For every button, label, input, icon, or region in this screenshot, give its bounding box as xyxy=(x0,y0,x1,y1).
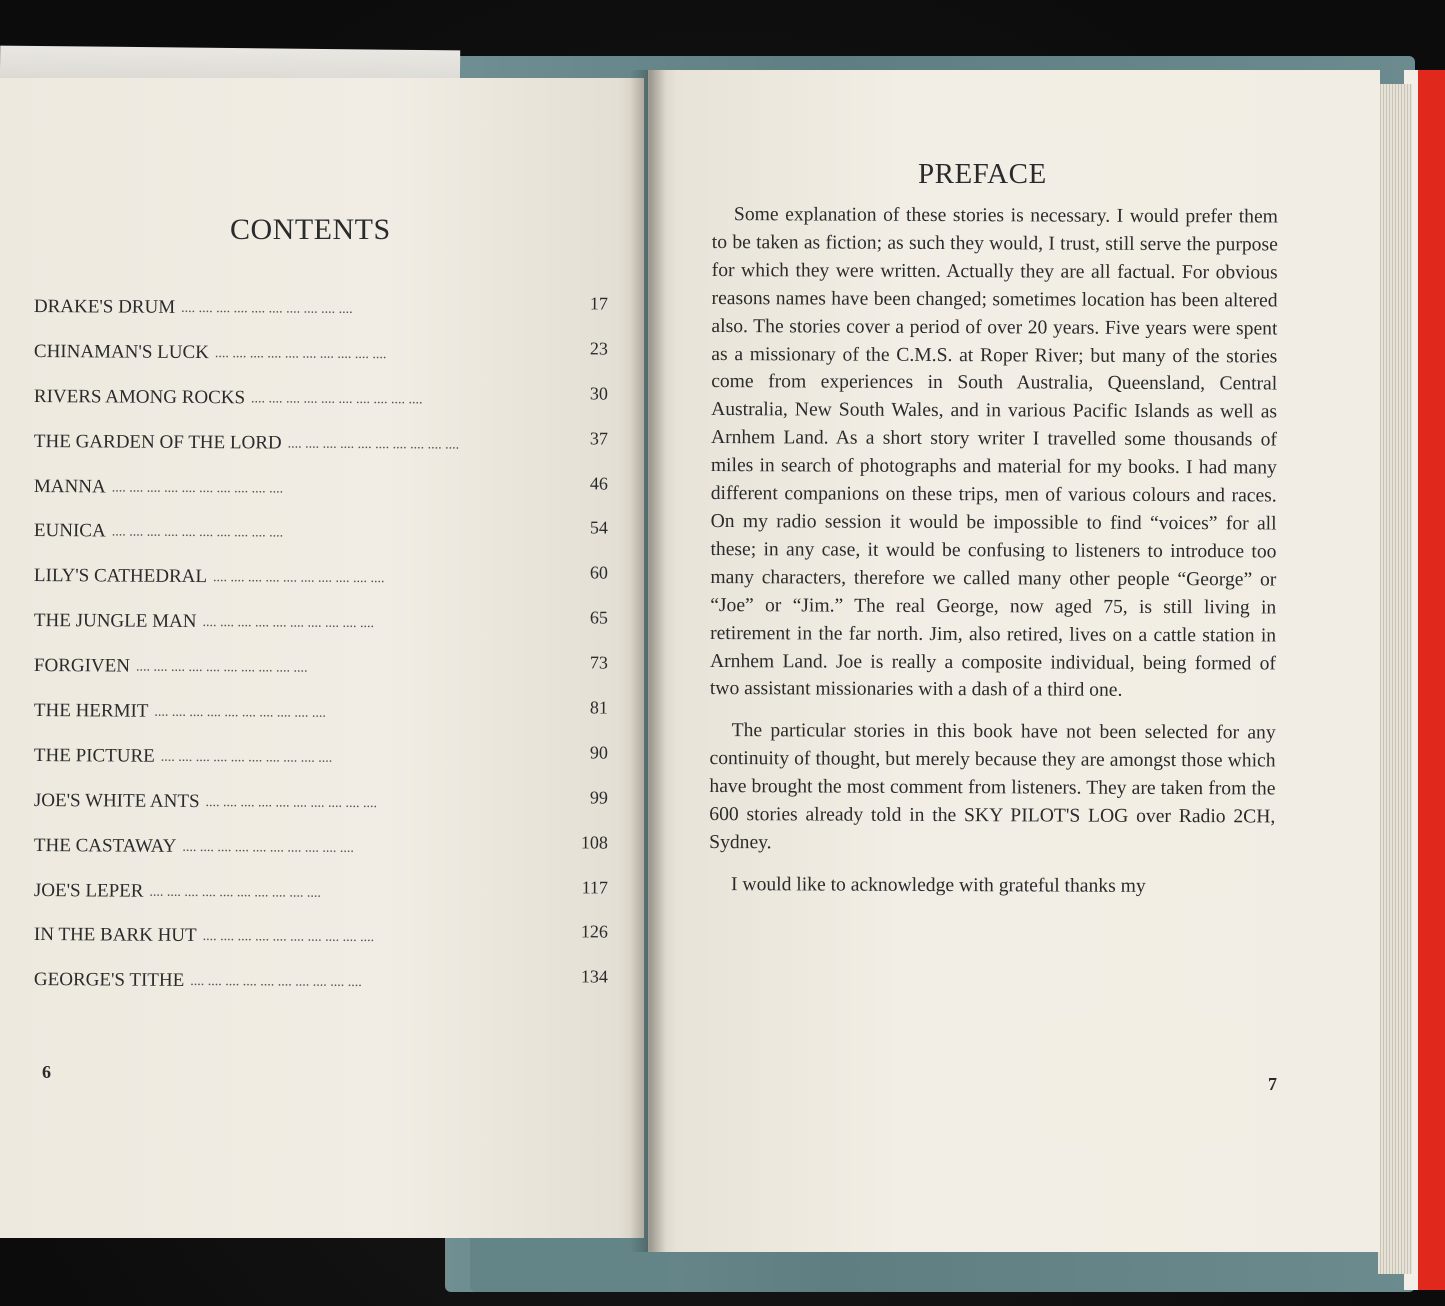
toc-entry-title: DRAKE'S DRUM xyxy=(33,296,176,318)
toc-entry xyxy=(33,832,609,883)
toc-entry-page: 60 xyxy=(589,562,609,583)
toc-entry-page: 65 xyxy=(589,607,609,628)
toc-entry-page: 90 xyxy=(589,742,609,763)
toc-entry-title: THE CASTAWAY xyxy=(33,834,177,857)
toc-entry-page: 99 xyxy=(589,787,609,808)
toc-entry-title: THE GARDEN OF THE LORD xyxy=(33,430,282,454)
toc-leader: .... .... .... .... .... .... .... .... .... .... xyxy=(154,704,326,721)
toc-entry-title: CHINAMAN'S LUCK xyxy=(33,340,209,363)
contents-heading: CONTENTS xyxy=(230,213,391,246)
toc-entry xyxy=(33,921,609,972)
toc-entry-title: MANNA xyxy=(33,475,106,498)
toc-entry-title: THE JUNGLE MAN xyxy=(33,610,197,633)
toc-leader: .... .... .... .... .... .... .... .... .... .... xyxy=(111,524,284,541)
toc-entry-page: 23 xyxy=(589,338,609,359)
toc-entry-title: GEORGE'S TITHE xyxy=(33,969,185,992)
toc-entry xyxy=(33,787,609,838)
page-number-left: 6 xyxy=(42,1062,51,1082)
toc-entry-title: THE HERMIT xyxy=(33,700,149,722)
toc-leader: .... .... .... .... .... .... .... .... .... .... xyxy=(181,300,353,317)
preface-paragraph: The particular stories in this book have not been selected for any continuity of thought, but merely because they are amongst those which have brought the most comment from listeners. They are taken from the 600 stories already told in the SKY PILOT'S LOG over Radio 2CH, Sydney. xyxy=(709,720,1276,854)
toc-leader: .... .... .... .... .... .... .... .... .... .... xyxy=(205,794,378,811)
toc-entry xyxy=(33,428,609,479)
toc-leader: .... .... .... .... .... .... .... .... .... .... xyxy=(212,570,385,587)
toc-leader: .... .... .... .... .... .... .... .... .... .... xyxy=(251,391,423,408)
toc-entry-title: FORGIVEN xyxy=(33,655,131,677)
toc-entry xyxy=(33,338,609,389)
toc-leader: .... .... .... .... .... .... .... .... .... .... xyxy=(202,929,375,946)
toc-entry xyxy=(33,652,609,703)
toc-entry xyxy=(33,742,609,793)
toc-leader: .... .... .... .... .... .... .... .... .... .... xyxy=(135,659,308,676)
toc-entry-page: 17 xyxy=(589,293,609,314)
page-number-right: 7 xyxy=(1268,1074,1277,1094)
preface-paragraph: Some explanation of these stories is necessary. I would prefer them to be taken as fiction; as such they would, I trust, still serve the purpose for which they were written. Actually they are all factual. For obvious reasons names have been changed; sometimes location has been altered also. The stories cover a period of over 20 years. Five years were spent as a missionary of the C.M.S. at Roper River; but many of the stories come from experiences in South Australia, Queensland, Central Australia, New South Wales, and in various Pacific Islands as well as Arnhem Land. As a short story writer I travelled some thousands of miles in search of photographs and material for my books. I had many different companions on these trips, men of various colours and races. On my radio session it would be impossible to find “voices” for all these; in any case, it would be confusing to listeners to introduce too many characters, therefore we called many other people “George” or “Joe” or “Jim.” The real George, now aged 75, is still living in retirement in the far north. Jim, also retired, lives on a cattle station in Arnhem Land. Joe is really a composite individual, being formed of two assistant missionaries with a dash of a third one. xyxy=(709,204,1278,702)
table-of-contents xyxy=(33,293,609,1014)
toc-leader: .... .... .... .... .... .... .... .... .... .... xyxy=(111,480,284,497)
toc-entry-page: 54 xyxy=(589,517,609,538)
toc-entry-title: EUNICA xyxy=(33,520,106,542)
toc-leader: .... .... .... .... .... .... .... .... .... .... xyxy=(214,345,387,363)
toc-entry-page: 37 xyxy=(589,428,609,449)
toc-entry-title: JOE'S WHITE ANTS xyxy=(33,789,200,812)
toc-entry xyxy=(33,293,609,344)
toc-entry-page: 117 xyxy=(581,876,609,898)
toc-entry-page: 73 xyxy=(589,652,609,673)
toc-entry xyxy=(33,876,609,928)
preface-heading: PREFACE xyxy=(918,158,1047,190)
toc-leader: .... .... .... .... .... .... .... .... .... .... xyxy=(160,749,333,766)
preface-paragraph: I would like to acknowledge with grateful thanks my xyxy=(730,873,1146,897)
toc-entry xyxy=(33,383,609,434)
toc-entry-title: THE PICTURE xyxy=(33,744,155,767)
toc-entry-page: 126 xyxy=(580,921,609,942)
preface-body xyxy=(709,201,1278,915)
toc-entry-page: 81 xyxy=(589,697,609,718)
toc-entry-page: 46 xyxy=(589,472,609,494)
toc-entry xyxy=(33,517,609,568)
toc-leader: .... .... .... .... .... .... .... .... .... .... xyxy=(202,615,375,632)
toc-entry-page: 30 xyxy=(589,383,609,404)
toc-leader: .... .... .... .... .... .... .... .... .... .... xyxy=(190,974,362,991)
toc-leader: .... .... .... .... .... .... .... .... .... .... xyxy=(149,884,322,901)
toc-entry xyxy=(33,966,609,1017)
toc-entry-page: 108 xyxy=(580,832,609,853)
toc-leader: .... .... .... .... .... .... .... .... .... .... xyxy=(287,436,460,453)
toc-entry xyxy=(33,697,609,748)
toc-entry xyxy=(33,607,609,658)
toc-leader: .... .... .... .... .... .... .... .... .... .... xyxy=(182,839,354,856)
toc-entry-title: LILY'S CATHEDRAL xyxy=(33,565,208,588)
toc-entry-page: 134 xyxy=(580,966,609,987)
book-gutter xyxy=(630,70,666,1252)
toc-entry xyxy=(33,562,609,613)
toc-entry xyxy=(33,472,609,524)
toc-entry-title: RIVERS AMONG ROCKS xyxy=(33,385,246,409)
page-stack-edge xyxy=(1378,84,1412,1274)
toc-entry-title: JOE'S LEPER xyxy=(33,879,144,902)
toc-entry-title: IN THE BARK HUT xyxy=(33,924,197,947)
